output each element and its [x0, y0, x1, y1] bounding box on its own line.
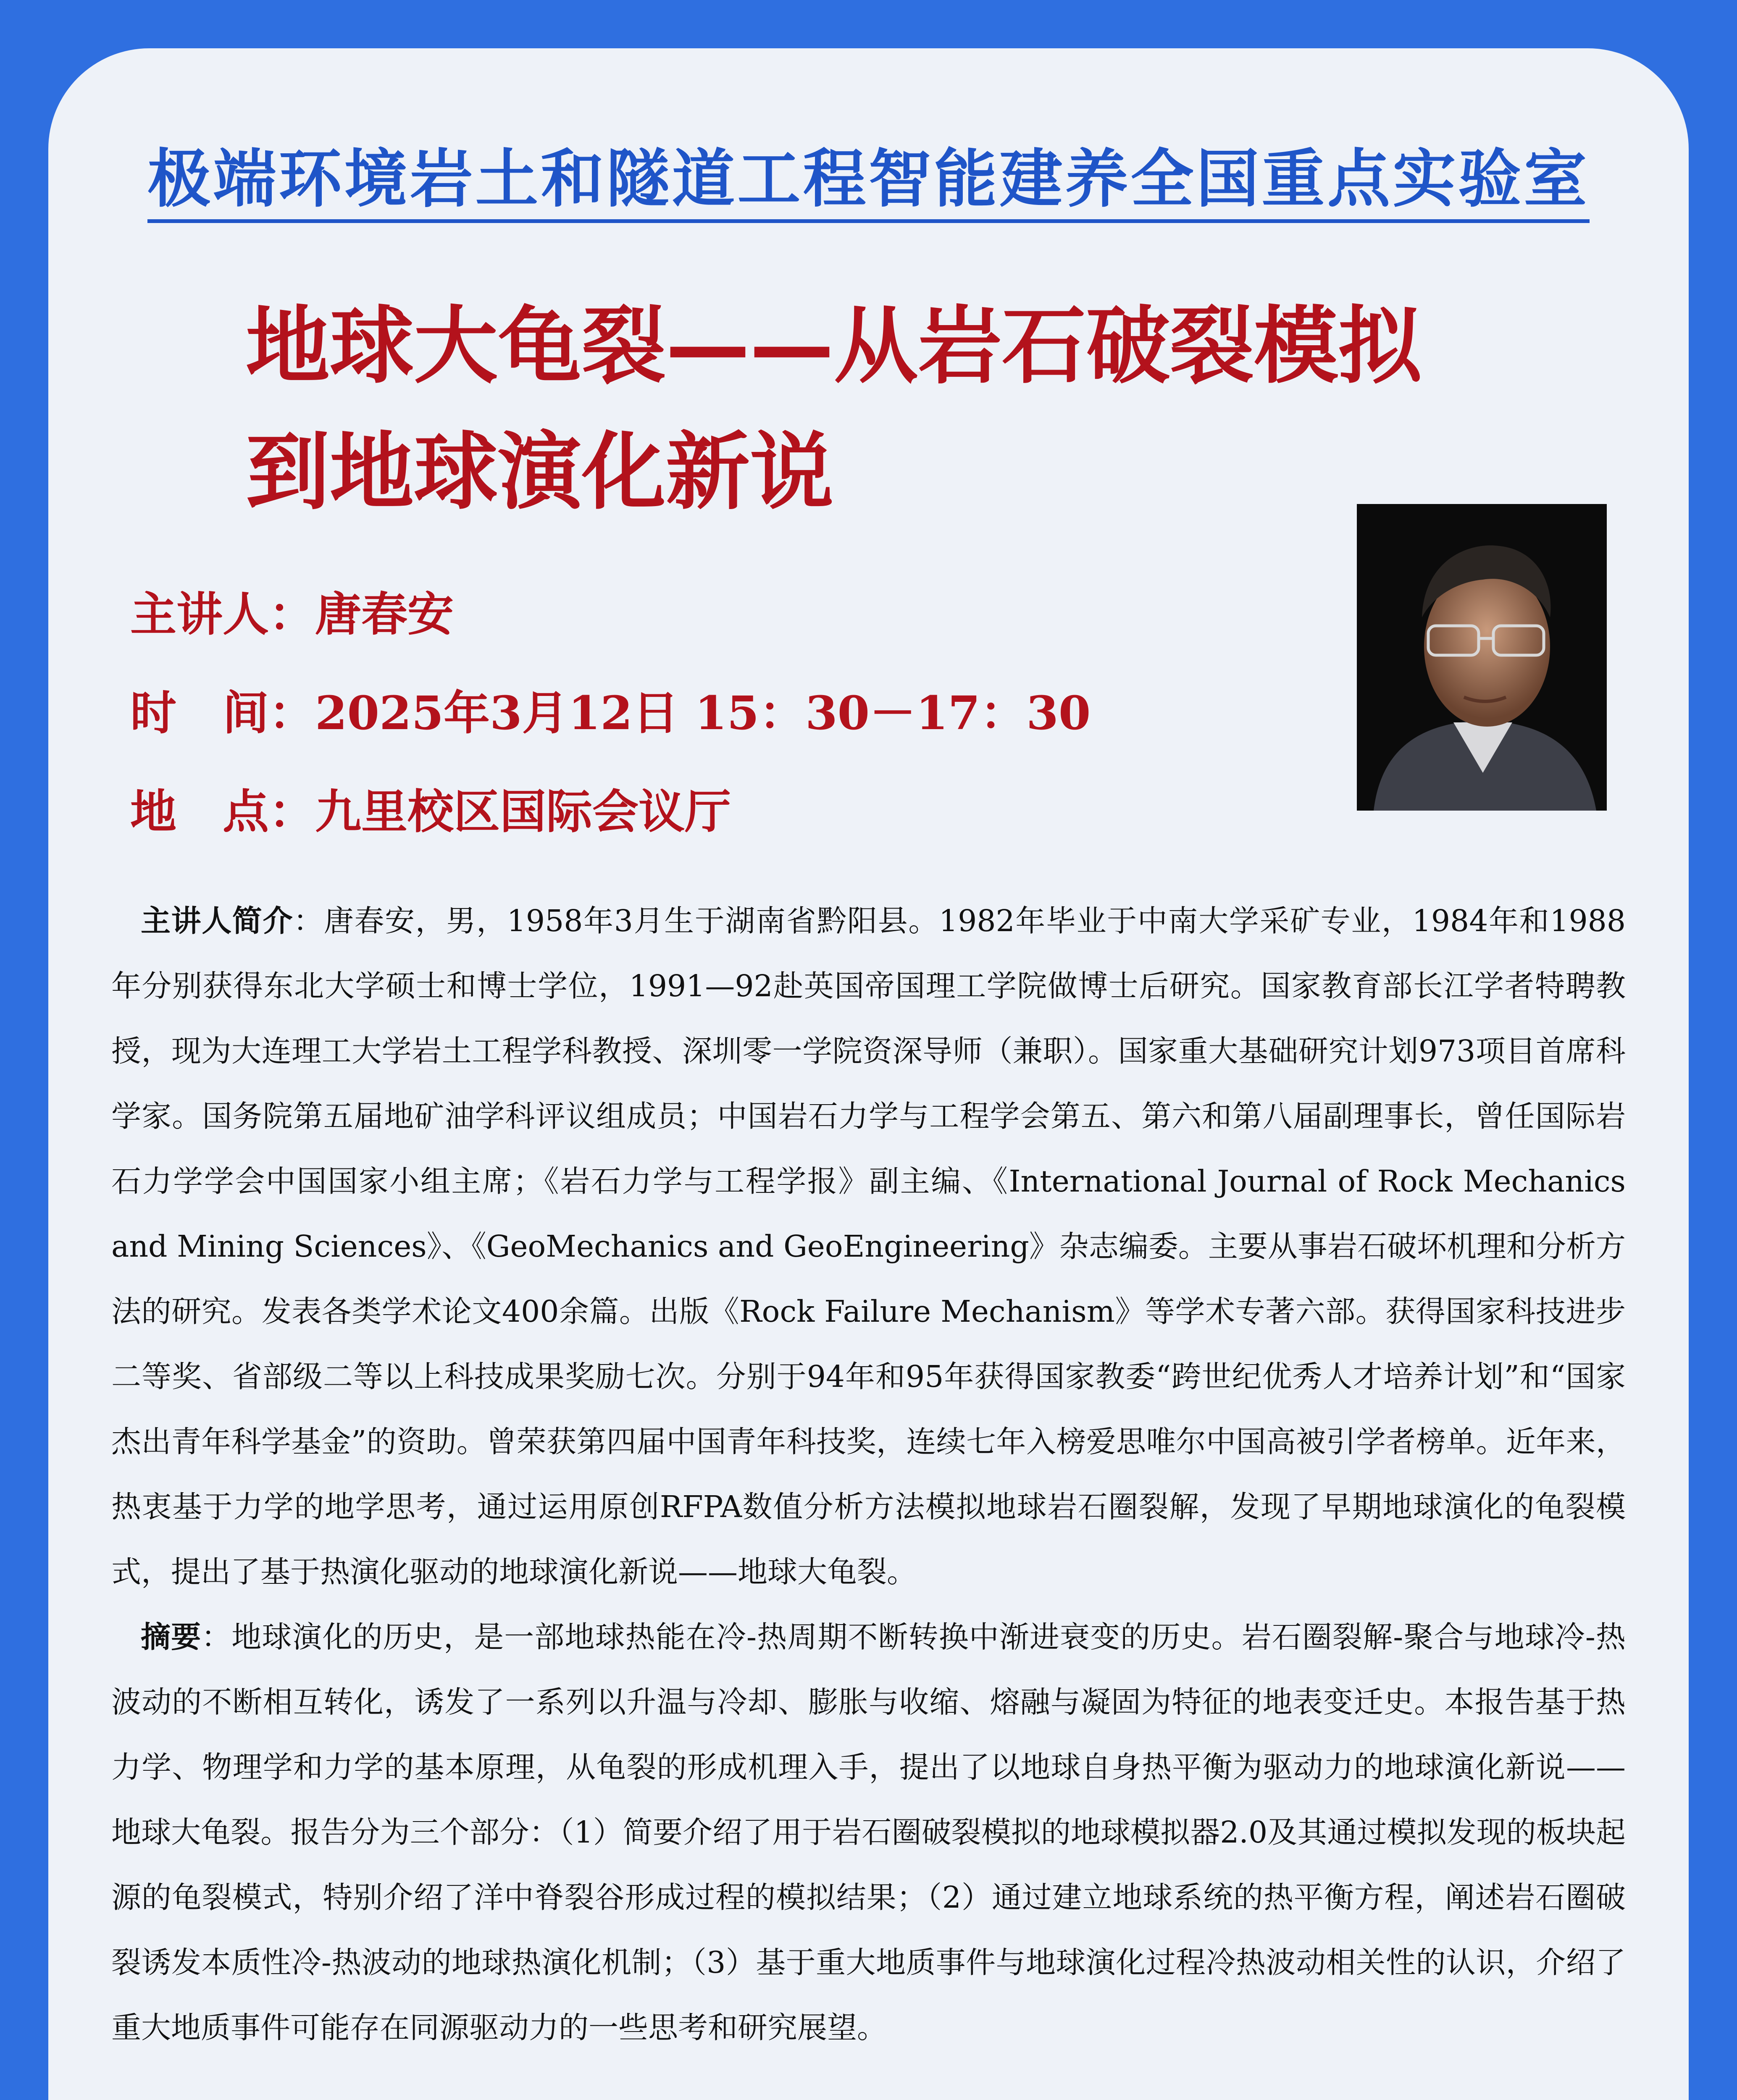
- place-label: 地 点：: [130, 785, 315, 839]
- bio-label: 主讲人简介: [141, 903, 294, 938]
- speaker-label: 主讲人：: [130, 587, 315, 641]
- place-row: [130, 775, 731, 841]
- speaker-value: 唐春安: [315, 587, 454, 641]
- time-label: 时 间：: [130, 686, 315, 740]
- speaker-portrait-image: [1357, 504, 1607, 811]
- abstract-text: ：地球演化的历史，是一部地球热能在冷-热周期不断转换中渐进衰变的历史。岩石圈裂解-聚合与地球冷-热波动的不断相互转化，诱发了一系列以升温与冷却、膨胀与收缩、熔融与凝固为特征的地表变迁史。本报告基于热力学、物理学和力学的基本原理，从龟裂的形成机理入手，提出了以地球自身热平衡为驱动力的地球演化新说——地球大龟裂。报告分为三个部分：（1）简要介绍了用于岩石圈破裂模拟的地球模拟器2.0及其通过模拟发现的板块起源的龟裂模式，特别介绍了洋中脊裂谷形成过程的模拟结果；（2）通过建立地球系统的热平衡方程，阐述岩石圈破裂诱发本质性冷-热波动的地球热演化机制；（3）基于重大地质事件与地球演化过程冷热波动相关性的认识，介绍了重大地质事件可能存在同源驱动力的一些思考和研究展望。: [111, 1620, 1626, 2045]
- bio-text: ：唐春安，男，1958年3月生于湖南省黔阳县。1982年毕业于中南大学采矿专业，1984年和1988年分别获得东北大学硕士和博士学位，1991—92赴英国帝国理工学院做博士后研究。国家教育部长江学者特聘教授，现为大连理工大学岩土工程学科教授、深圳零一学院资深导师（兼职）。国家重大基础研究计划973项目首席科学家。国务院第五届地矿油学科评议组成员；中国岩石力学与工程学会第五、第六和第八届副理事长，曾任国际岩石力学学会中国国家小组主席；《岩石力学与工程学报》副主编、《International Journal of Rock Mechanics and Mining Sciences》、《GeoMechanics and GeoEngineering》杂志编委。主要从事岩石破坏机理和分析方法的研究。发表各类学术论文400余篇。出版《Rock Failure Mechanism》等学术专著六部。获得国家科技进步二等奖、省部级二等以上科技成果奖励七次。分别于94年和95年获得国家教委“跨世纪优秀人才培养计划”和“国家杰出青年科学基金”的资助。曾荣获第四届中国青年科技奖，连续七年入榜爱思唯尔中国高被引学者榜单。近年来，热衷基于力学的地学思考，通过运用原创RFPA数值分析方法模拟地球岩石圈裂解，发现了早期地球演化的龟裂模式，提出了基于热演化驱动的地球演化新说——地球大龟裂。: [111, 903, 1626, 1589]
- speaker-photo: [1357, 504, 1607, 811]
- abstract-paragraph: [111, 1604, 1626, 2060]
- place-value: 九里校区国际会议厅: [315, 785, 731, 839]
- poster-card: [48, 48, 1689, 2100]
- bio-paragraph: [111, 888, 1626, 1604]
- speaker-row: [130, 578, 454, 644]
- lab-title-text: 极端环境岩土和隧道工程智能建养全国重点实验室: [147, 143, 1589, 223]
- time-row: [130, 676, 1091, 743]
- lab-title: [48, 128, 1689, 219]
- talk-title-line1: 地球大龟裂——从岩石破裂模拟: [246, 297, 1422, 395]
- time-value: 2025年3月12日 15：30－17：30: [315, 686, 1091, 740]
- talk-title: [246, 284, 1506, 536]
- talk-title-line2: 到地球演化新说: [246, 423, 834, 521]
- abstract-label: 摘要: [141, 1620, 202, 1654]
- body-text: [111, 888, 1626, 2060]
